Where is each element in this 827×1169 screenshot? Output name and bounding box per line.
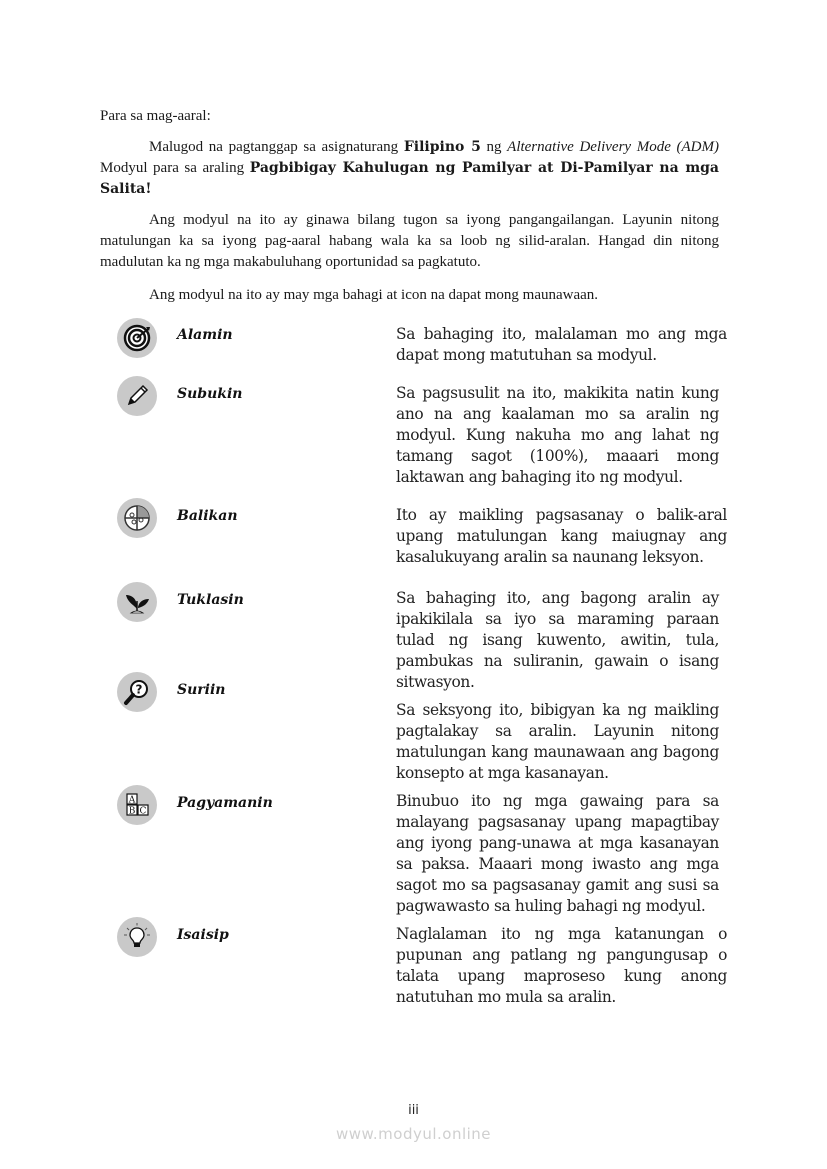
section-desc-suriin: Sa seksyong ito, bibigyan ka ng maikling pagtalakay sa aralin. Layunin nitong matulungan kang maunawaan ang bagong konsepto at mga kasanayan.: [396, 701, 719, 782]
intro-paragraph-welcome: [100, 137, 719, 200]
svg-text:C: C: [139, 806, 147, 817]
section-desc-tuklasin: Sa bahaging ito, ang bagong aralin ay ipakikilala sa iyo sa maraming paraan tulad ng isang kuwento, awitin, tula, pambukas na suliranin, gawain o isang sitwasyon.: [396, 589, 719, 691]
subject-name: Filipino 5: [403, 139, 481, 155]
section-label-balikan: Balikan: [177, 508, 238, 524]
section-label-subukin: Subukin: [177, 386, 243, 402]
target-icon: [117, 318, 157, 358]
text: Malugod na pagtanggap sa asignaturang: [149, 139, 404, 155]
svg-text:B: B: [128, 806, 136, 817]
watermark: www.modyul.online: [335, 1125, 492, 1143]
section-label-tuklasin: Tuklasin: [177, 592, 244, 608]
section-desc-alamin: Sa bahaging ito, malalaman mo ang mga dapat mong matutuhan sa modyul.: [396, 325, 727, 364]
lightbulb-icon: [117, 917, 157, 957]
section-label-alamin: Alamin: [177, 327, 233, 343]
section-label-pagyamanin: Pagyamanin: [177, 795, 273, 811]
page-number: iii: [408, 1103, 419, 1118]
greeting: Para sa mag-aaral:: [100, 108, 211, 124]
sprout-icon: [117, 582, 157, 622]
svg-text:?: ?: [135, 682, 143, 697]
section-label-isaisip: Isaisip: [177, 927, 229, 943]
pencil-icon: [117, 376, 157, 416]
magnifier-question-icon: [117, 672, 157, 712]
abc-blocks-icon: [117, 785, 157, 825]
section-label-suriin: Suriin: [177, 682, 226, 698]
section-desc-subukin: Sa pagsusulit na ito, makikita natin kung ano na ang kaalaman mo sa aralin ng modyul. Kung nakuha mo ang lahat ng tamang sagot (100%), maaari mong laktawan ang bahaging ito ng modyul.: [396, 384, 719, 486]
section-desc-isaisip: Naglalaman ito ng mga katanungan o pupunan ang patlang ng pangungusap o talata upang maproseso kung anong natutuhan mo mula sa aralin.: [396, 925, 727, 1006]
intro-paragraph-purpose: Ang modyul na ito ay ginawa bilang tugon sa iyong pangangailangan. Layunin nitong matulungan ka sa iyong pag-aaral habang wala ka sa loob ng silid-aralan. Hangad din nitong madulutan ka ng mga makabuluhang oportunidad sa pagkatuto.: [100, 212, 719, 270]
section-desc-balikan: Ito ay maikling pagsasanay o balik-aral upang matulungan kang maiugnay ang kasalukuyang aralin sa naunang leksyon.: [396, 506, 727, 566]
adm-term: Alternative Delivery Mode (ADM): [507, 139, 719, 155]
puzzle-icon: [117, 498, 157, 538]
text: ng: [480, 139, 508, 155]
section-desc-pagyamanin: Binubuo ito ng mga gawaing para sa malayang pagsasanay upang mapagtibay ang iyong pang-unawa at mga kasanayan sa paksa. Maaari mong iwasto ang mga sagot mo sa pagsasanay gamit ang susi sa pagwawasto sa huling bahagi ng modyul.: [396, 792, 719, 915]
intro-paragraph-icons: Ang modyul na ito ay may mga bahagi at icon na dapat mong maunawaan.: [149, 287, 599, 303]
text: Modyul para sa araling: [100, 160, 250, 176]
svg-text:A: A: [128, 795, 136, 806]
lesson-title: Pagbibigay Kahulugan ng Pamilyar at Di-Pamilyar na mga Salita!: [100, 160, 719, 197]
